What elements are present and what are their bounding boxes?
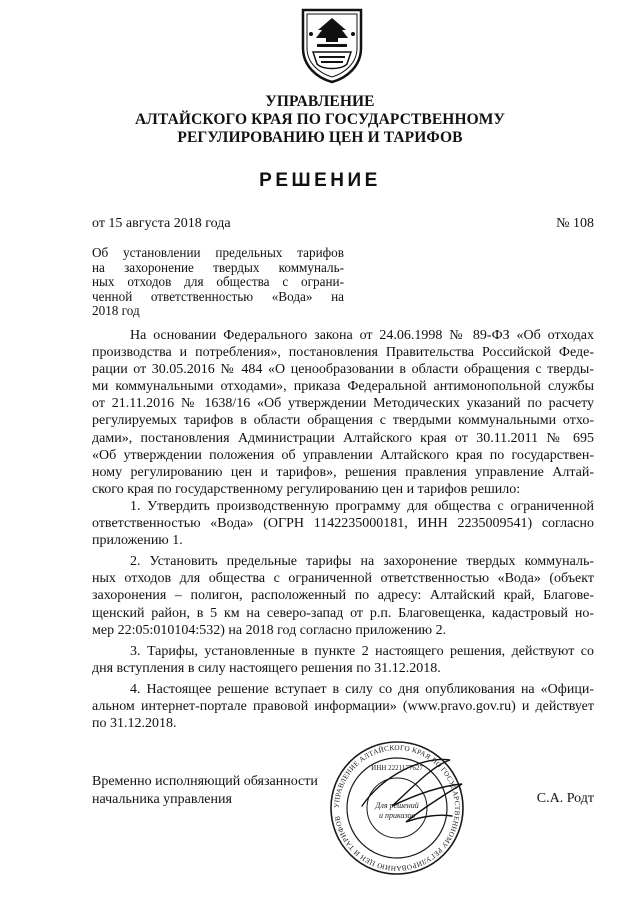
org-name-line-3: РЕГУЛИРОВАНИЮ ЦЕН И ТАРИФОВ <box>177 129 463 146</box>
body-line: по 31.12.2018. <box>92 716 177 732</box>
body-line: регулируемых тарифов в области обращения с твердыми коммунальными отхо- <box>92 413 594 429</box>
body-line: ных отходов для общества с ограниченной ответственностью «Вода» (объект <box>92 571 594 587</box>
body-line: На основании Федерального закона от 24.06.1998 № 89-ФЗ «Об отходах <box>130 328 594 343</box>
seal-center-line-2: и приказов <box>378 811 416 820</box>
seal-inn: ИНН 2221177627 <box>371 764 423 772</box>
subject-line: ных отходов для общества с ограни- <box>92 274 344 290</box>
official-seal-stamp <box>322 736 472 876</box>
body-line: дня вступления в силу настоящего решения по 31.12.2018. <box>92 660 441 676</box>
signatory-position <box>92 773 318 809</box>
body-line: мер 22:05:010104:532) на 2018 год согласно приложению 2. <box>92 622 447 638</box>
subject-line: на захоронение твердых коммуналь- <box>92 259 344 275</box>
body-line: 1. Утвердить производственную программу для общества с ограниченной <box>130 498 594 514</box>
seal-center-line-1: Для решений <box>375 801 419 810</box>
document-body <box>92 327 594 732</box>
body-line: 3. Тарифы, установленные в пункте 2 настоящего решения, действуют со <box>130 643 594 659</box>
subject-line: ченной ответственностью «Вода» на <box>92 288 344 304</box>
body-line: ского края по государственному регулированию цен и тарифов решило: <box>92 481 521 497</box>
body-line: альном интернет-портале правовой информации» (www.pravo.gov.ru) и действует <box>92 698 594 714</box>
body-line: захоронения – полигон, расположенный по адресу: Алтайский край, Благове- <box>92 588 594 604</box>
seal-ring-text: УПРАВЛЕНИЕ АЛТАЙСКОГО КРАЯ ПО ГОСУДАРСТВЕННОМУ РЕГУЛИРОВАНИЮ ЦЕН И ТАРИФОВ <box>332 743 462 873</box>
body-line: 2. Установить предельные тарифы на захоронение твердых коммуналь- <box>130 554 594 570</box>
subject-line: 2018 год <box>92 303 140 319</box>
subject-line: Об установлении предельных тарифов <box>92 245 344 260</box>
body-line: 4. Настоящее решение вступает в силу со дня опубликования на «Офици- <box>130 681 594 697</box>
org-name-line-2: АЛТАЙСКОГО КРАЯ ПО ГОСУДАРСТВЕННОМУ <box>135 111 505 128</box>
body-line: ному регулированию цен и тарифов», решения правления управление Алтай- <box>92 464 594 480</box>
body-line: производства и потребления», постановления Правительства Российской Феде- <box>92 345 594 361</box>
body-line: от 21.11.2016 № 1638/16 «Об утверждении Методических указаний по расчету <box>92 396 594 412</box>
document-date: от 15 августа 2018 года <box>92 216 231 231</box>
signatory-position-line: начальника управления <box>92 792 232 807</box>
body-line: щенский район, в 5 км на северо-запад от р.п. Благовещенка, кадастровый но- <box>92 605 594 621</box>
org-name-line-1: УПРАВЛЕНИЕ <box>265 93 375 110</box>
signatory-name: С.А. Родт <box>536 791 594 806</box>
signatory-position-line: Временно исполняющий обязанности <box>92 774 318 789</box>
body-line: ответственностью «Вода» (ОГРН 1142235000181, ИНН 2235009541) согласно <box>92 516 594 532</box>
body-line: «Об утверждении положения об управлении Алтайского края по государствен- <box>92 447 594 463</box>
body-line: дами», постановления Администрации Алтайского края от 30.11.2011 № 695 <box>92 430 594 446</box>
body-line: ми коммунальными отходами», приказа Федеральной антимонопольной службы <box>92 379 594 395</box>
coat-of-arms-icon <box>299 6 365 84</box>
body-line: рации от 30.05.2016 № 484 «О ценообразовании в области обращения с тверды- <box>92 362 594 378</box>
document-title: РЕШЕНИЕ <box>259 170 381 191</box>
document-subject <box>92 246 344 319</box>
body-line: приложению 1. <box>92 533 183 549</box>
document-number: № 108 <box>556 216 594 231</box>
